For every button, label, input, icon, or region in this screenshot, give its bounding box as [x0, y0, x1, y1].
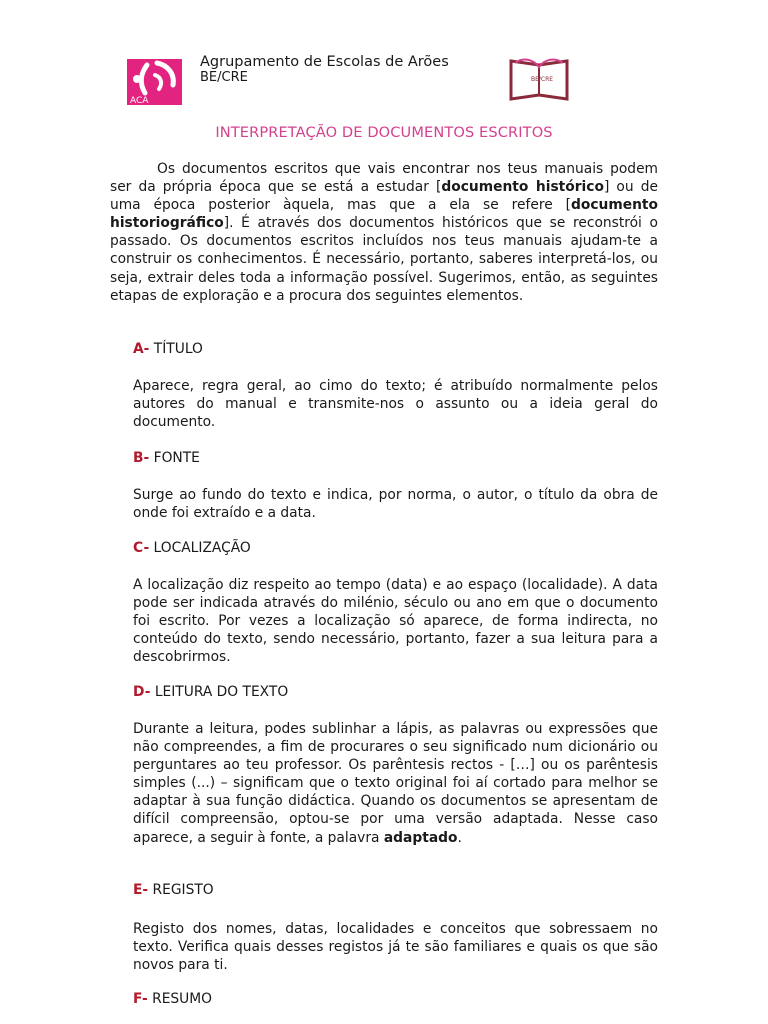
- section-heading-b: [133, 450, 200, 466]
- section-body-text: Durante a leitura, podes sublinhar a lápis, as palavras ou expressões que não compreendes, a fim de procurares o seu significado num dicionário ou perguntares ao teu professor. Os parêntesis rectos - […] ou os parêntesis simples (...) – significam que o texto original foi aí cortado para melhor se adaptar à sua função didáctica. Quando os documentos se apresentam de difícil compreensão, optou-se por uma versão adaptada. Nesse caso aparece, a seguir à fonte, a palavra: [133, 721, 658, 846]
- section-body-e: Registo dos nomes, datas, localidades e conceitos que sobressaem no texto. Verifica quais desses registos já te são familiares e quais os que são novos para ti.: [133, 921, 658, 974]
- logo-right-text: BE/CRE: [531, 76, 554, 83]
- section-body-b: Surge ao fundo do texto e indica, por norma, o autor, o título da obra de onde foi extraído e a data.: [133, 487, 658, 522]
- section-letter: E-: [133, 882, 149, 898]
- section-body-d: [133, 720, 658, 847]
- section-letter: A-: [133, 341, 150, 357]
- section-title: FONTE: [149, 450, 200, 466]
- intro-paragraph: [110, 160, 658, 305]
- school-header: [200, 54, 449, 86]
- section-body-end: .: [457, 829, 462, 846]
- section-heading-c: [133, 540, 251, 556]
- section-title: TÍTULO: [149, 341, 203, 357]
- term-documento-historico: documento histórico: [441, 179, 604, 196]
- section-letter: D-: [133, 684, 151, 700]
- section-heading-d: [133, 684, 288, 700]
- section-heading-f: [133, 991, 212, 1007]
- section-body-a: Aparece, regra geral, ao cimo do texto; é atribuído normalmente pelos autores do manual e transmite-nos o assunto ou a ideia geral do documento.: [133, 378, 658, 431]
- term-adaptado: adaptado: [383, 829, 458, 846]
- section-title: LOCALIZAÇÃO: [149, 540, 251, 556]
- section-letter: B-: [133, 450, 150, 466]
- section-heading-a: [133, 341, 203, 357]
- library-logo-icon: [505, 53, 573, 103]
- section-body-c: A localização diz respeito ao tempo (data) e ao espaço (localidade). A data pode ser indicada através do milénio, século ou ano em que o documento foi escrito. Por vezes a localização só aparece, de forma indirecta, no conteúdo do texto, sendo necessário, portanto, fazer a sua leitura para a descobrirmos.: [133, 577, 658, 666]
- department-label: BE/CRE: [200, 70, 248, 85]
- section-heading-e: [133, 882, 214, 898]
- section-letter: F-: [133, 991, 148, 1007]
- logo-left-text: ACA: [130, 96, 149, 105]
- school-name: Agrupamento de Escolas de Arões: [200, 54, 449, 70]
- intro-text-3: ]. É através dos documentos históricos que se reconstrói o passado. Os documentos escritos incluídos nos teus manuais ajudam-te a construir os conhecimentos. É necessário, portanto, saberes interpretá-los, ou seja, extrair deles toda a informação possível. Sugerimos, então, as seguintes etapas de exploração e a procura dos seguintes elementos.: [110, 215, 658, 304]
- intro-text-2: ] ou de uma época posterior àquela, mas que a ela se refere [: [110, 179, 658, 214]
- section-title: LEITURA DO TEXTO: [150, 684, 289, 700]
- section-letter: C-: [133, 540, 150, 556]
- school-logo-icon: [127, 59, 182, 105]
- page-title: INTERPRETAÇÃO DE DOCUMENTOS ESCRITOS: [215, 124, 553, 141]
- section-title: REGISTO: [148, 882, 214, 898]
- section-title: RESUMO: [147, 991, 213, 1007]
- intro-text-1: Os documentos escritos que vais encontrar nos teus manuais podem ser da própria época que se está a estudar [: [110, 161, 658, 196]
- term-documento-historiografico: documento historiográfico: [110, 197, 658, 232]
